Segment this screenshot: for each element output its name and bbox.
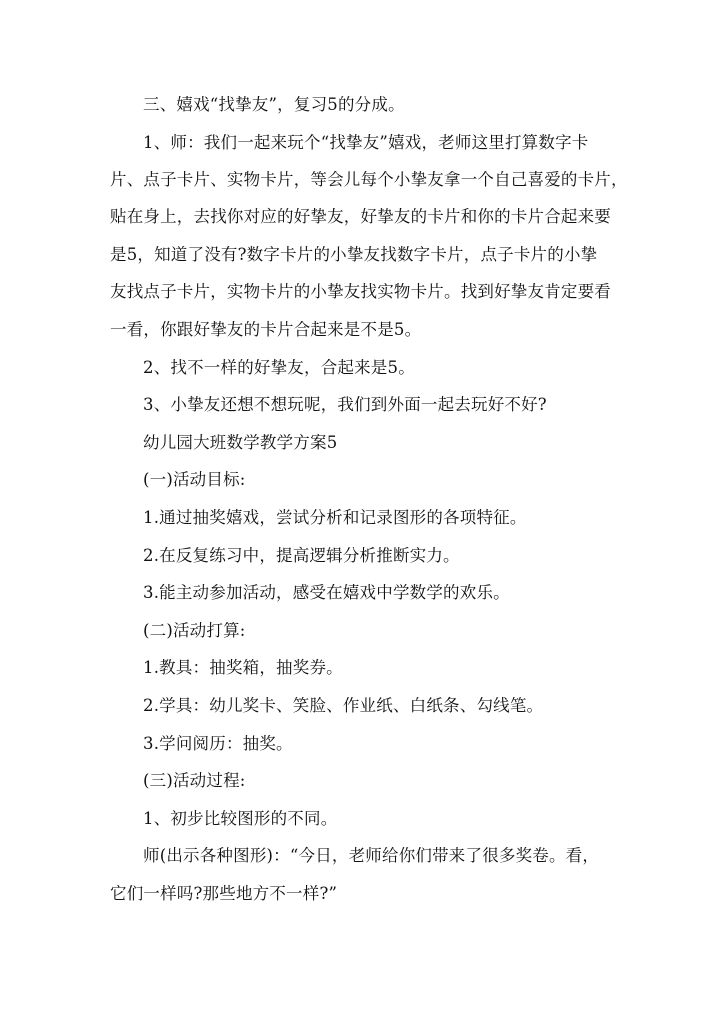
subsection-heading: (一)活动目标: — [143, 470, 246, 489]
paragraph-line: 是5，知道了没有?数字卡片的小挚友找数字卡片，点子卡片的小挚 — [110, 245, 598, 264]
paragraph-line: 片、点子卡片、实物卡片，等会儿每个小挚友拿一个自己喜爱的卡片， — [110, 170, 628, 189]
list-item: 1、初步比较图形的不同。 — [143, 809, 338, 828]
section-heading: 三、嬉戏“找挚友”，复习5的分成。 — [143, 95, 405, 114]
subsection-heading: (二)活动打算: — [143, 621, 246, 640]
list-item: 2.在反复练习中，提高逻辑分析推断实力。 — [143, 546, 460, 565]
list-item: 3.能主动参加活动，感受在嬉戏中学数学的欢乐。 — [143, 583, 510, 602]
paragraph-line: 2、找不一样的好挚友，合起来是5。 — [143, 358, 415, 377]
paragraph-line: 贴在身上，去找你对应的好挚友，好挚友的卡片和你的卡片合起来要 — [110, 207, 611, 226]
plan-title: 幼儿园大班数学教学方案5 — [143, 433, 338, 452]
paragraph-line: 一看，你跟好挚友的卡片合起来是不是5。 — [110, 320, 422, 339]
paragraph-line: 它们一样吗?那些地方不一样?” — [110, 884, 338, 903]
subsection-heading: (三)活动过程: — [143, 771, 246, 790]
list-item: 2.学具：幼儿奖卡、笑脸、作业纸、白纸条、勾线笔。 — [143, 696, 544, 715]
paragraph-line: 3、小挚友还想不想玩呢，我们到外面一起去玩好不好? — [143, 395, 547, 414]
paragraph-line: 友找点子卡片，实物卡片的小挚友找实物卡片。找到好挚友肯定要看 — [110, 282, 611, 301]
list-item: 3.学问阅历：抽奖。 — [143, 734, 293, 753]
list-item: 1.教具：抽奖箱，抽奖券。 — [143, 658, 343, 677]
paragraph-line: 1、师：我们一起来玩个“找挚友”嬉戏，老师这里打算数字卡 — [143, 133, 589, 152]
paragraph-line: 师(出示各种图形)：“今日，老师给你们带来了很多奖卷。看， — [143, 846, 600, 865]
list-item: 1.通过抽奖嬉戏，尝试分析和记录图形的各项特征。 — [143, 508, 527, 527]
